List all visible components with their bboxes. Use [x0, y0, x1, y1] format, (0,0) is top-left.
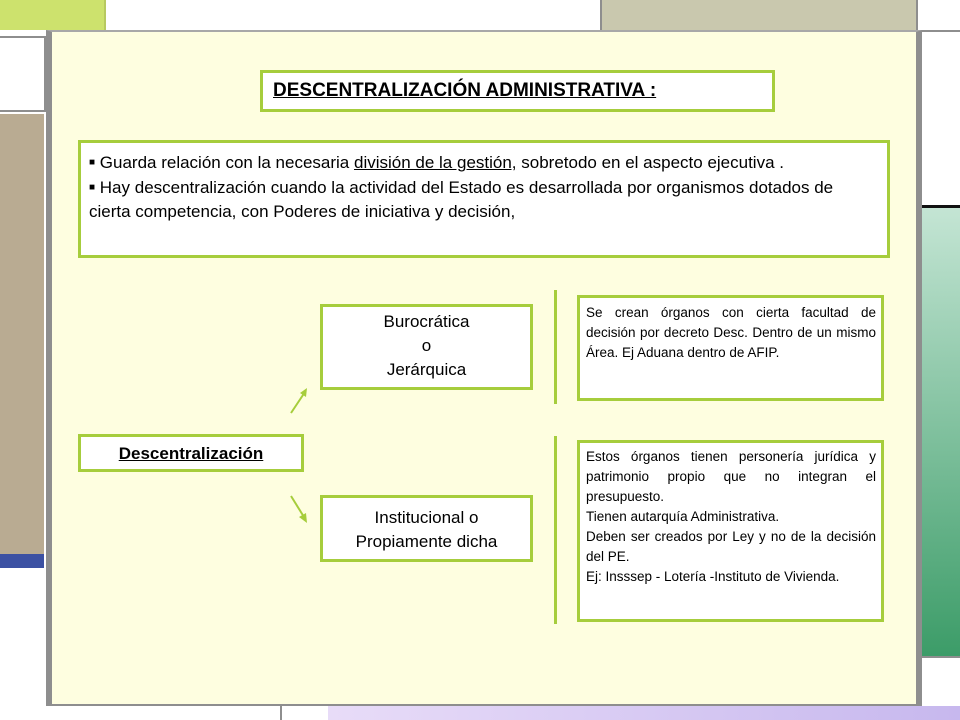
divider-bottom [554, 436, 557, 624]
institucional-box [320, 495, 533, 562]
divider-top [554, 290, 557, 404]
institucional-description-line-4: Ej: Insssep - Lotería -Instituto de Vivienda. [586, 569, 840, 584]
institucional-line-2: Propiamente dicha [355, 532, 498, 551]
decor-left-green-bar [104, 0, 106, 32]
bullet-underlined-text: división de la gestión, [353, 153, 517, 172]
title-box [260, 70, 775, 112]
institucional-description-line-3: Deben ser creados por Ley y no de la decisión del PE. [586, 529, 876, 564]
decor-bottom-gradient-bar [328, 706, 960, 720]
institucional-description-line-1: Estos órganos tienen personería jurídica y patrimonio propio que no integran el presupuesto. [586, 449, 876, 504]
bullet-item-gestion: ■ Guarda relación con la necesaria división de la gestión, sobretodo en el aspecto ejecutiva . [89, 153, 784, 172]
burocratica-line-2: o [421, 336, 432, 355]
decor-top-green-block [0, 0, 104, 30]
burocratica-description: Se crean órganos con cierta facultad de decisión por decreto Desc. Dentro de un mismo Área. Ej Aduana dentro de AFIP. [586, 305, 876, 360]
decor-right-white-block [922, 30, 960, 206]
arrow-down-icon [288, 493, 310, 525]
descentralizacion-label: Descentralización [118, 444, 264, 463]
page-title: DESCENTRALIZACIÓN ADMINISTRATIVA : [273, 80, 657, 101]
burocratica-line-1: Burocrática [383, 312, 470, 331]
institucional-description-box [577, 440, 884, 622]
burocratica-box [320, 304, 533, 390]
descentralizacion-box [78, 434, 304, 472]
bullet-box [78, 140, 890, 258]
decor-right-gradient-bar [922, 208, 960, 656]
decor-left-white-block [0, 36, 46, 112]
decor-left-navy-bar [0, 554, 44, 568]
institucional-description-line-2: Tienen autarquía Administrativa. [586, 509, 780, 524]
bullet-item-estado: ■ Hay descentralización cuando la actividad del Estado es desarrollada por organismos dotados de cierta competencia, con Poderes de iniciativa y decisión, [89, 177, 834, 221]
bullet-square-icon: ■ [89, 157, 96, 168]
institucional-line-1: Institucional o [374, 508, 479, 527]
bullet-square-icon: ■ [89, 181, 96, 193]
decor-left-tan-bar [0, 114, 44, 554]
burocratica-line-3: Jerárquica [386, 360, 467, 379]
burocratica-description-box [577, 295, 884, 401]
arrow-up-icon [288, 386, 310, 416]
